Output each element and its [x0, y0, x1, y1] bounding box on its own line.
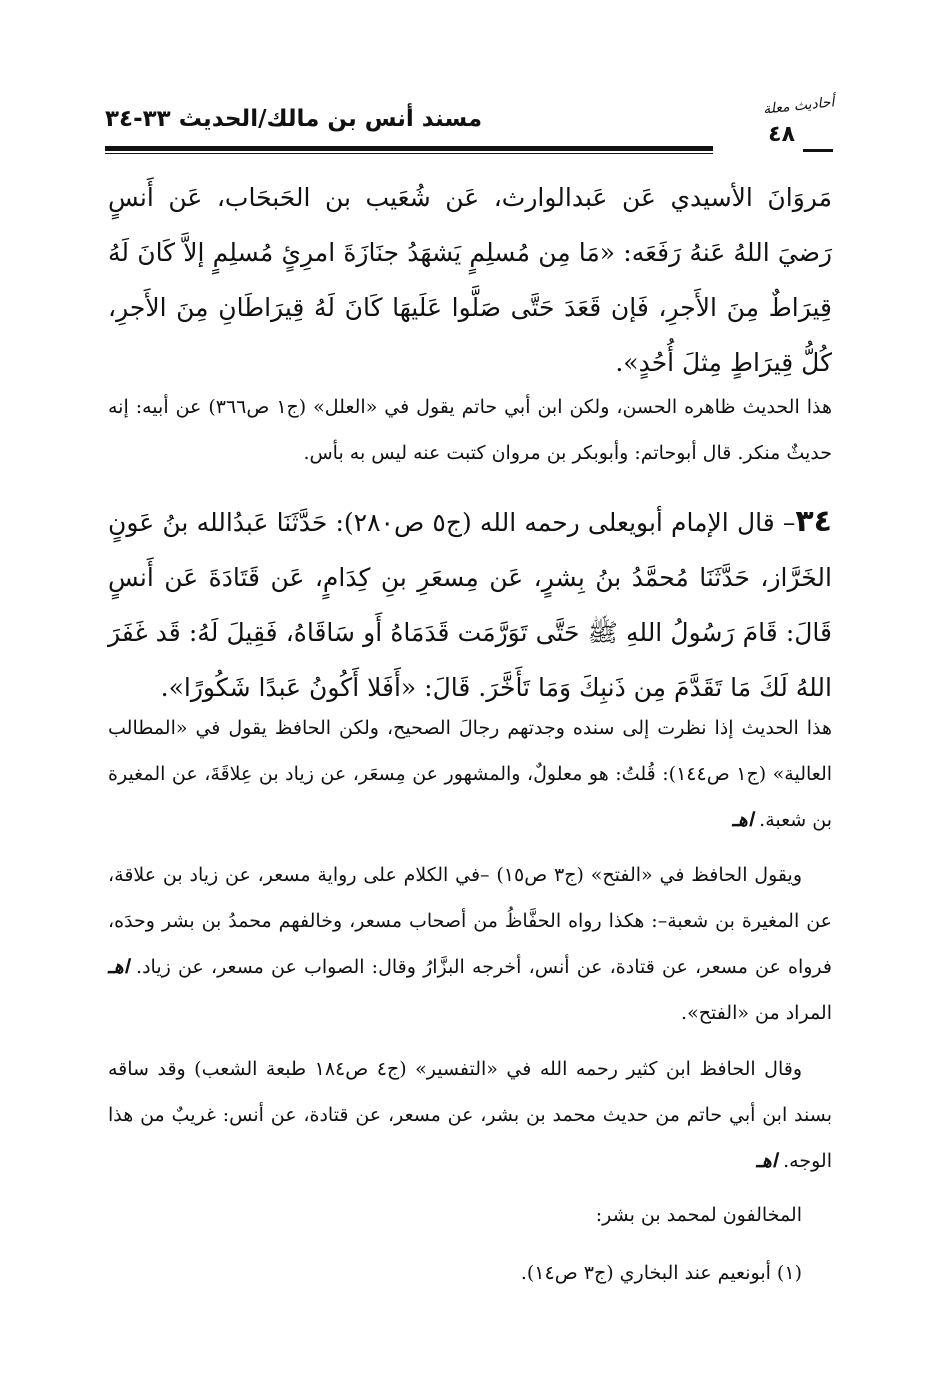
- commentary-34-b: [108, 852, 832, 1036]
- opposer-item-1-text: (١) أبونعيم عند البخاري (ج٣ ص١٤).: [520, 1262, 802, 1284]
- end-mark: اهـ: [732, 809, 754, 831]
- hadith-34-text: – قال الإمام أبويعلى رحمه الله (ج٥ ص٢٨٠): حَدَّثَنَا عَبدُالله بنُ عَونٍ الخَرَّاز، حَدَّثَنَا مُحمَّدُ بنُ بِشرٍ، عَن مِسعَرِ بنِ كِدَامٍ، عَن قَتَادَةَ عَن أَنسٍ قَالَ: قَامَ رَسُولُ اللهِ ﷺ حَتَّى تَوَرَّمَت قَدَمَاهُ أَو سَاقَاهُ، فَقِيلَ لَهُ: قَد غَفَرَ اللهُ لَكَ مَا تَقَدَّمَ مِن ذَنبِكَ وَمَا تَأَخَّرَ. قَالَ: «أَفَلا أَكُونُ عَبدًا شَكُورًا».: [108, 508, 832, 702]
- commentary-33: هذا الحديث ظاهره الحسن، ولكن ابن أبي حاتم يقول في «العلل» (ج١ ص٣٦٦) عن أبيه: إنه حديثٌ منكر. قال أبوحاتم: وأبوبكر بن مروان كتبت عنه ليس به بأس.: [108, 396, 832, 464]
- hadith-34: [108, 494, 832, 715]
- header-rule-short: [803, 149, 833, 152]
- hadith-number: ٣٤: [795, 504, 832, 539]
- commentary-34-b-text: ويقول الحافظ في «الفتح» (ج٣ ص١٥) –في الكلام على رواية مسعر، عن زياد بن علاقة، عن المغيرة بن شعبة–: هكذا رواه الحفَّاظُ من أصحاب مسعر، وخالفهم محمدُ بن بشر وحدَه، فرواه عن مسعر، عن قتادة، عن أنس، أخرجه البزَّارُ وقال: الصواب عن مسعر، عن زياد.: [108, 864, 832, 978]
- opposers-heading: [108, 1192, 832, 1238]
- header-rule-thick: [105, 146, 713, 151]
- page-title: مسند أنس بن مالك/الحديث ٣٣-٣٤: [105, 106, 483, 132]
- running-head: أحاديث معلة: [762, 94, 836, 118]
- commentary-34-c: [108, 1046, 832, 1184]
- opposers-heading-text: المخالفون لمحمد بن بشر:: [595, 1204, 802, 1226]
- end-mark: اهـ: [108, 956, 129, 978]
- commentary-34-a: [108, 705, 832, 843]
- commentary-34-c-text: وقال الحافظ ابن كثير رحمه الله في «التفسير» (ج٤ ص١٨٤ طبعة الشعب) وقد ساقه بسند ابن أبي حاتم من حديث محمد بن بشر، عن مسعر، عن قتادة، عن أنس: غريبٌ من هذا الوجه.: [108, 1058, 832, 1172]
- end-mark: اهـ: [756, 1150, 778, 1172]
- opposer-item-1: [108, 1250, 832, 1296]
- commentary-34-a-text: هذا الحديث إذا نظرت إلى سنده وجدتهم رجالَ الصحيح، ولكن الحافظ يقول في «المطالب العالية» (ج١ ص١٤٤): قُلتُ: هو معلولٌ، والمشهور عن مِسعَر، عن زياد بن عِلاقَةَ، عن المغيرة بن شعبة.: [108, 717, 833, 831]
- header-rule-thin: [105, 153, 713, 154]
- commentary-34-b-tail: المراد من «الفتح».: [681, 1002, 832, 1024]
- page-number: ٤٨: [768, 122, 795, 147]
- hadith-33-continuation: مَروَانَ الأسيدي عَن عَبدالوارث، عَن شُعَيب بن الحَبحَاب، عَن أَنسٍ رَضيَ اللهُ عَنهُ رَفَعَه: «مَا مِن مُسلِمٍ يَشهَدُ جنَازَةَ امرِئٍ مُسلِمٍ إلاَّ كَانَ لَهُ قِيرَاطٌ مِنَ الأَجرِ، فَإن قَعَدَ حَتَّى صَلَّوا عَلَيهَا كَانَ لَهُ قِيرَاطَانِ مِنَ الأَجرِ، كُلُّ قِيرَاطٍ مِثلَ أُحُدٍ».: [108, 183, 832, 377]
